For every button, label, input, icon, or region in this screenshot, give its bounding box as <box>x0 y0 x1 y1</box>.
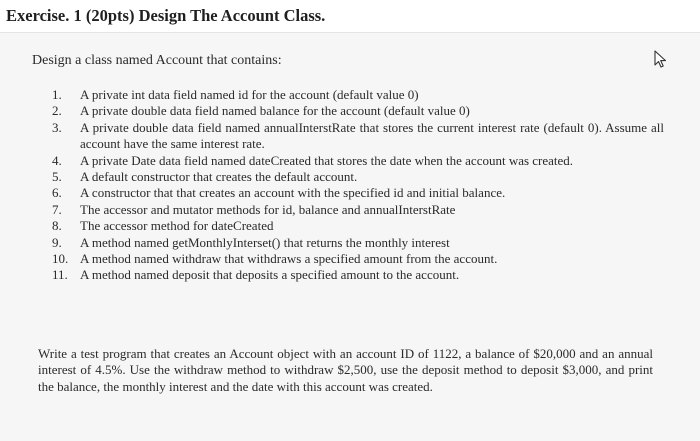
exercise-title: Exercise. 1 (20pts) Design The Account Class. <box>6 6 326 25</box>
intro-text: Design a class named Account that contains: <box>32 53 282 68</box>
list-item <box>52 218 664 234</box>
list-item-text: The accessor method for dateCreated <box>80 218 274 234</box>
list-item-text: A private double data field named balance for the account (default value 0) <box>80 103 470 119</box>
list-item-number: 7. <box>52 201 62 217</box>
list-item <box>52 103 664 119</box>
exercise-header <box>0 0 700 30</box>
list-item-text: The accessor and mutator methods for id, balance and annualInterstRate <box>80 201 456 217</box>
list-item-number: 5. <box>52 169 62 185</box>
list-item <box>52 120 664 153</box>
list-item <box>52 185 664 201</box>
list-item-number: 6. <box>52 185 62 201</box>
list-item <box>52 153 664 169</box>
list-item-number: 2. <box>52 103 62 119</box>
list-item <box>52 169 664 185</box>
list-item-text: A private int data field named id for the account (default value 0) <box>80 87 419 102</box>
list-item-number: 11. <box>52 267 68 283</box>
list-item-number: 9. <box>52 234 62 250</box>
list-item <box>52 251 664 267</box>
list-item-text: A private double data field named annualInterstRate that stores the current interest rate (default 0). Assume all account have the same interest rate. <box>80 119 664 152</box>
list-item <box>52 202 664 218</box>
list-item-number: 4. <box>52 152 62 168</box>
list-item <box>52 235 664 251</box>
list-item-text: A method named getMonthlyInterset() that returns the monthly interest <box>80 234 450 250</box>
list-item-number: 8. <box>52 218 62 234</box>
list-item-text: A private Date data field named dateCreated that stores the date when the account was created. <box>80 152 574 168</box>
list-item <box>52 87 664 103</box>
list-item-text: A method named withdraw that withdraws a specified amount from the account. <box>80 251 498 267</box>
test-program-instructions: Write a test program that creates an Account object with an account ID of 1122, a balance of $20,000 and an annual interest of 4.5%. Use the withdraw method to withdraw $2,500, use the deposit method to deposit $3,000, and print the balance, the monthly interest and the date with this account was created. <box>38 346 653 394</box>
list-item <box>52 267 664 283</box>
list-item-text: A method named deposit that deposits a specified amount to the account. <box>80 267 460 283</box>
mouse-cursor-icon <box>653 50 667 68</box>
list-item-text: A constructor that that creates an account with the specified id and initial balance. <box>80 185 506 201</box>
exercise-body <box>0 32 700 441</box>
list-item-text: A default constructor that creates the default account. <box>80 169 358 185</box>
list-item-number: 3. <box>52 119 62 135</box>
list-item-number: 1. <box>52 87 62 102</box>
requirements-list <box>52 87 664 284</box>
list-item-number: 10. <box>52 251 69 267</box>
